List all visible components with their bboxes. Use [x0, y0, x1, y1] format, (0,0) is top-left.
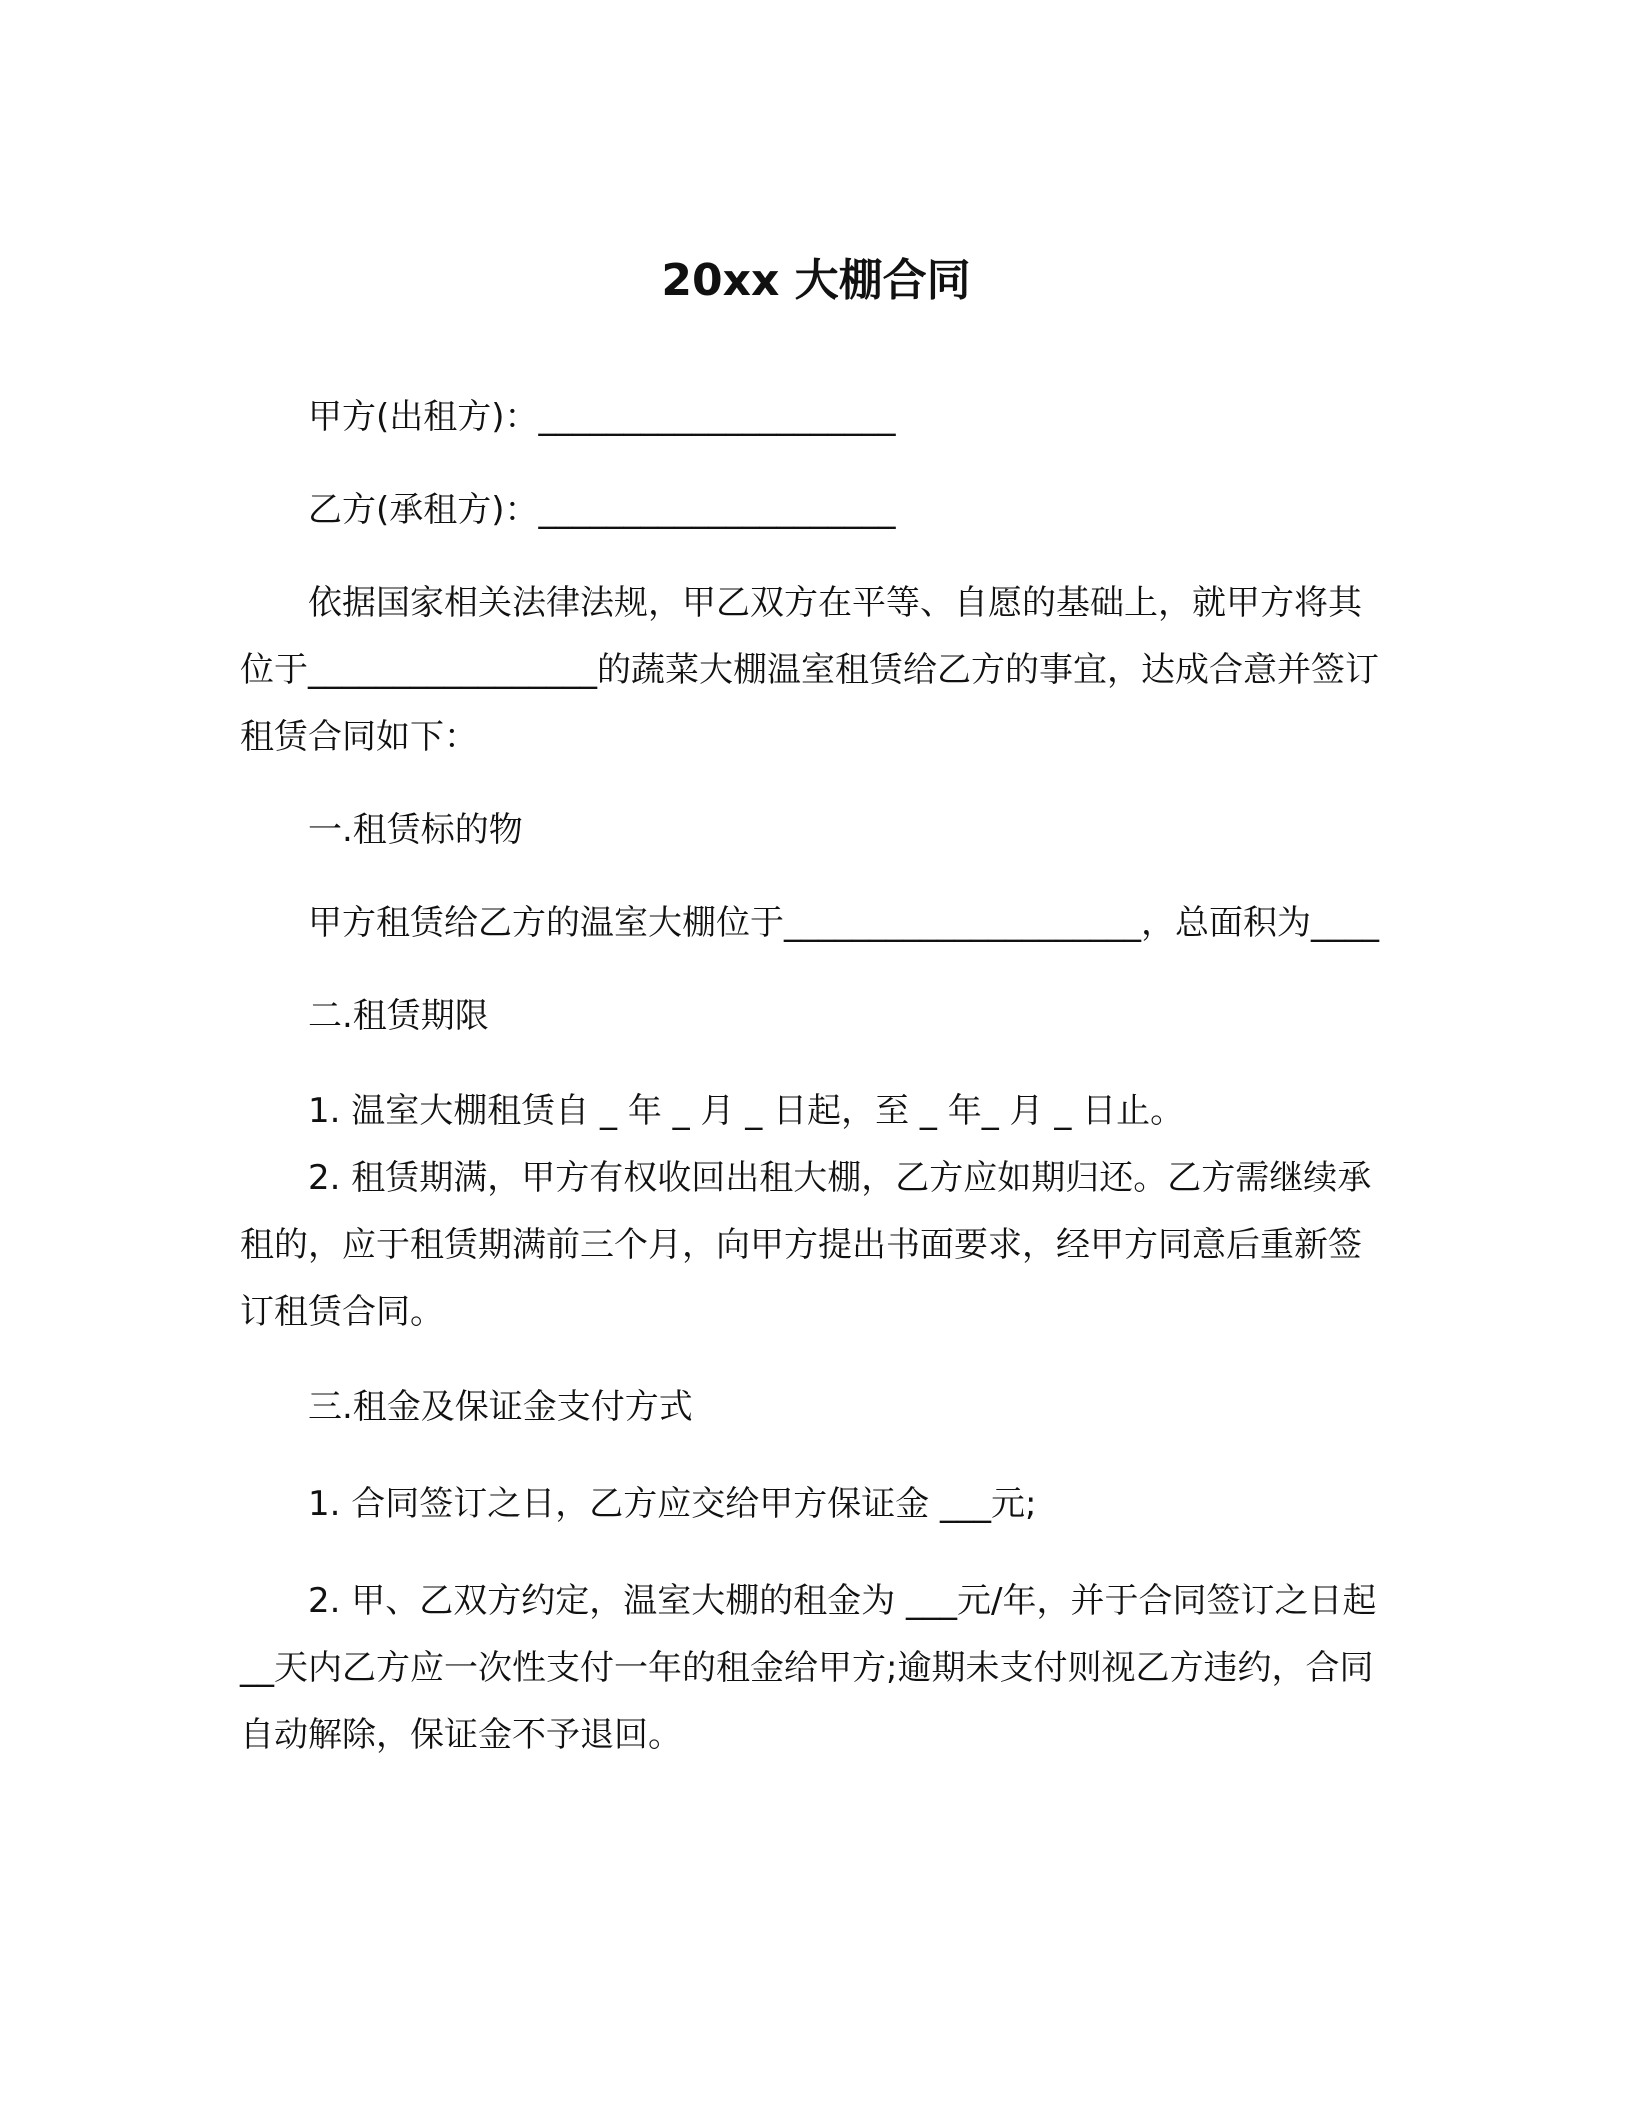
document-body [240, 384, 1392, 1769]
payment-clause-2: 2. 甲、乙双方约定，温室大棚的租金为 ___元/年，并于合同签订之日起 __天内乙方应一次性支付一年的租金给甲方;逾期未支付则视乙方违约，合同自动解除，保证金不予退回。 [240, 1581, 1377, 1755]
section-heading-payment: 三.租金及保证金支付方式 [308, 1387, 693, 1427]
preamble-paragraph: 依据国家相关法律法规，甲乙双方在平等、自愿的基础上，就甲方将其位于_________________的蔬菜大棚温室租赁给乙方的事宜，达成合意并签订租赁合同如下： [240, 583, 1379, 757]
payment-clause-1: 1. 合同签订之日，乙方应交给甲方保证金 ___元; [308, 1484, 1037, 1524]
section-heading-subject: 一.租赁标的物 [308, 810, 523, 850]
party-b-line: 乙方(承租方)：_____________________ [308, 490, 896, 530]
section-heading-term: 二.租赁期限 [308, 996, 489, 1036]
subject-paragraph: 甲方租赁给乙方的温室大棚位于_____________________，总面积为____ [308, 903, 1379, 943]
party-a-line: 甲方(出租方)：_____________________ [308, 397, 896, 437]
document-title: 20xx 大棚合同 [661, 255, 971, 307]
term-clause-2: 2. 租赁期满，甲方有权收回出租大棚，乙方应如期归还。乙方需继续承租的，应于租赁期满前三个月，向甲方提出书面要求，经甲方同意后重新签订租赁合同。 [240, 1158, 1372, 1332]
term-clause-1: 1. 温室大棚租赁自 _ 年 _ 月 _ 日起，至 _ 年_ 月 _ 日止。 [308, 1091, 1185, 1131]
